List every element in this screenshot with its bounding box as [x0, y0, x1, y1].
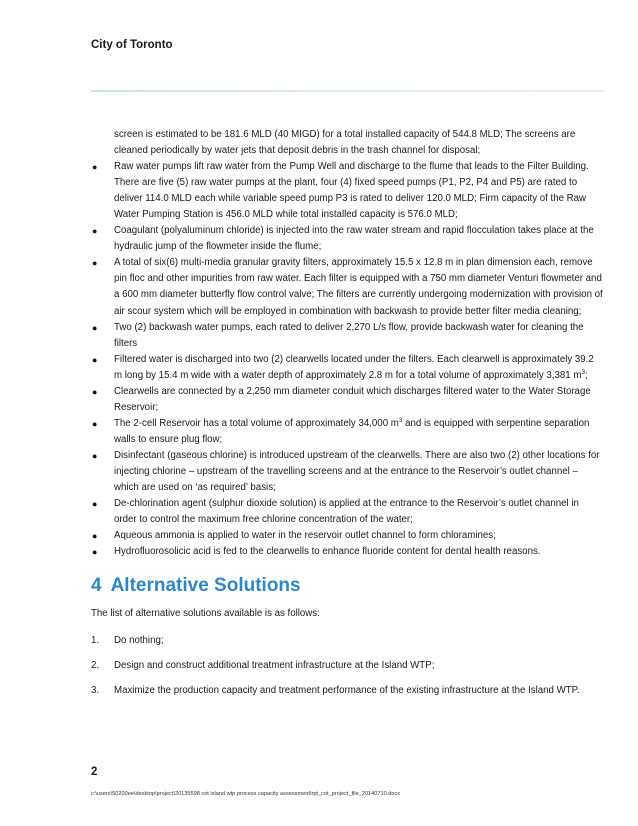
- document-body: [91, 127, 603, 708]
- list-item: ● A total of six(6) multi-media granular gravity filters, approximately 15.5 x 12.8 m in plan dimension each, remove pin floc and other impurities from raw water. Each filter is equipped with a 750 mm diameter Venturi flowmeter and a 600 mm diameter butterfly flow control valve; The filters are currently undergoing modernization with provision of air scour system which will be employed in combination with backwash to provide better filter media cleaning;: [92, 257, 603, 317]
- bullet-icon: ●: [92, 418, 98, 429]
- list-item: ● Two (2) backwash water pumps, each rated to deliver 2,270 L/s flow, provide backwash water for cleaning the filters: [92, 321, 584, 349]
- section-heading: [91, 575, 603, 597]
- page-number: 2: [91, 766, 98, 778]
- list-item: ● Aqueous ammonia is applied to water in the reservoir outlet channel to form chloramines;: [91, 528, 603, 544]
- bullet-icon: ●: [92, 531, 98, 542]
- section-title: Alternative Solutions: [110, 575, 301, 597]
- item-number: 2.: [91, 660, 100, 672]
- bullet-icon: ●: [92, 226, 98, 237]
- item-number: 3.: [91, 685, 100, 697]
- section-intro: The list of alternative solutions available is as follows:: [91, 608, 320, 620]
- section-number: 4: [91, 575, 102, 597]
- bullet-icon: ●: [92, 162, 98, 173]
- header-divider: [91, 90, 605, 92]
- bullet-icon: ●: [92, 450, 98, 461]
- list-item: ● Hydrofluorosolicic acid is fed to the clearwells to enhance fluoride content for dental health reasons.: [91, 544, 603, 560]
- list-item: 3. Maximize the production capacity and treatment performance of the existing infrastructure at the Island WTP.: [91, 683, 603, 699]
- bullet-icon: ●: [92, 547, 98, 558]
- bullet-icon: ●: [92, 499, 98, 510]
- list-item: 1. Do nothing;: [91, 633, 603, 649]
- item-number: 1.: [91, 635, 100, 647]
- list-item: ● Clearwells are connected by a 2,250 mm diameter conduit which discharges filtered water to the Water Storage Reservoir;: [92, 385, 591, 413]
- list-item: ● De-chlorination agent (sulphur dioxide solution) is applied at the entrance to the Reservoir’s outlet channel in order to control the maximum free chlorine concentration of the water;: [92, 498, 579, 526]
- bullet-icon: ●: [92, 354, 98, 365]
- footer-file-path: c:\users\50200ee\desktop\project\20135598 cot island wtp process capacity assessment\rpt_cot_project_file_20140710.docx: [91, 791, 401, 797]
- continuation-paragraph: screen is estimated to be 181.6 MLD (40 MIGD) for a total installed capacity of 544.8 MLD; The screens are cleaned periodically by water jets that deposit debris in the trash channel for disposal;: [114, 129, 576, 157]
- superscript: 3: [398, 416, 403, 424]
- list-item: ● Coagulant (polyaluminum chloride) is injected into the raw water stream and rapid flocculation takes place at the hydraulic jump of the flowmeter inside the flume;: [92, 225, 594, 253]
- bullet-icon: ●: [92, 322, 98, 333]
- superscript: 3: [581, 368, 586, 376]
- bullet-icon: ●: [92, 258, 98, 269]
- document-header-title: City of Toronto: [91, 39, 173, 51]
- list-item: ● Disinfectant (gaseous chlorine) is introduced upstream of the clearwells. There are also two (2) other locations for injecting chlorine – upstream of the travelling screens and at the entrance to the Reservoir’s outlet channel – which are used on ‘as required’ basis;: [92, 449, 600, 494]
- treatment-process-list: [91, 159, 603, 560]
- bullet-icon: ●: [92, 386, 98, 397]
- alternative-solutions-list: [91, 633, 603, 699]
- list-item: ● The 2-cell Reservoir has a total volume of approximately 34,000 $m^3$ and is equipped with serpentine separation walls to ensure plug flow;: [92, 416, 590, 445]
- list-item: ● Raw water pumps lift raw water from the Pump Well and discharge to the flume that leads to the Filter Building. There are five (5) raw water pumps at the plant, four (4) fixed speed pumps (P1, P2, P4 and P5) are rated to deliver 114.0 MLD each while variable speed pump P3 is rated to deliver 120.0 MLD; Firm capacity of the Raw Water Pumping Station is 456.0 MLD while total installed capacity is 576.0 MLD;: [92, 161, 589, 221]
- list-item: ● Filtered water is discharged into two (2) clearwells located under the filters. Each clearwell is approximately 39.2 m long by 15.4 m wide with a water depth of approximately 2.8 m for a total volume of approximately 3,381 $m^3$;: [92, 353, 594, 381]
- list-item: 2. Design and construct additional treatment infrastructure at the Island WTP;: [91, 658, 603, 674]
